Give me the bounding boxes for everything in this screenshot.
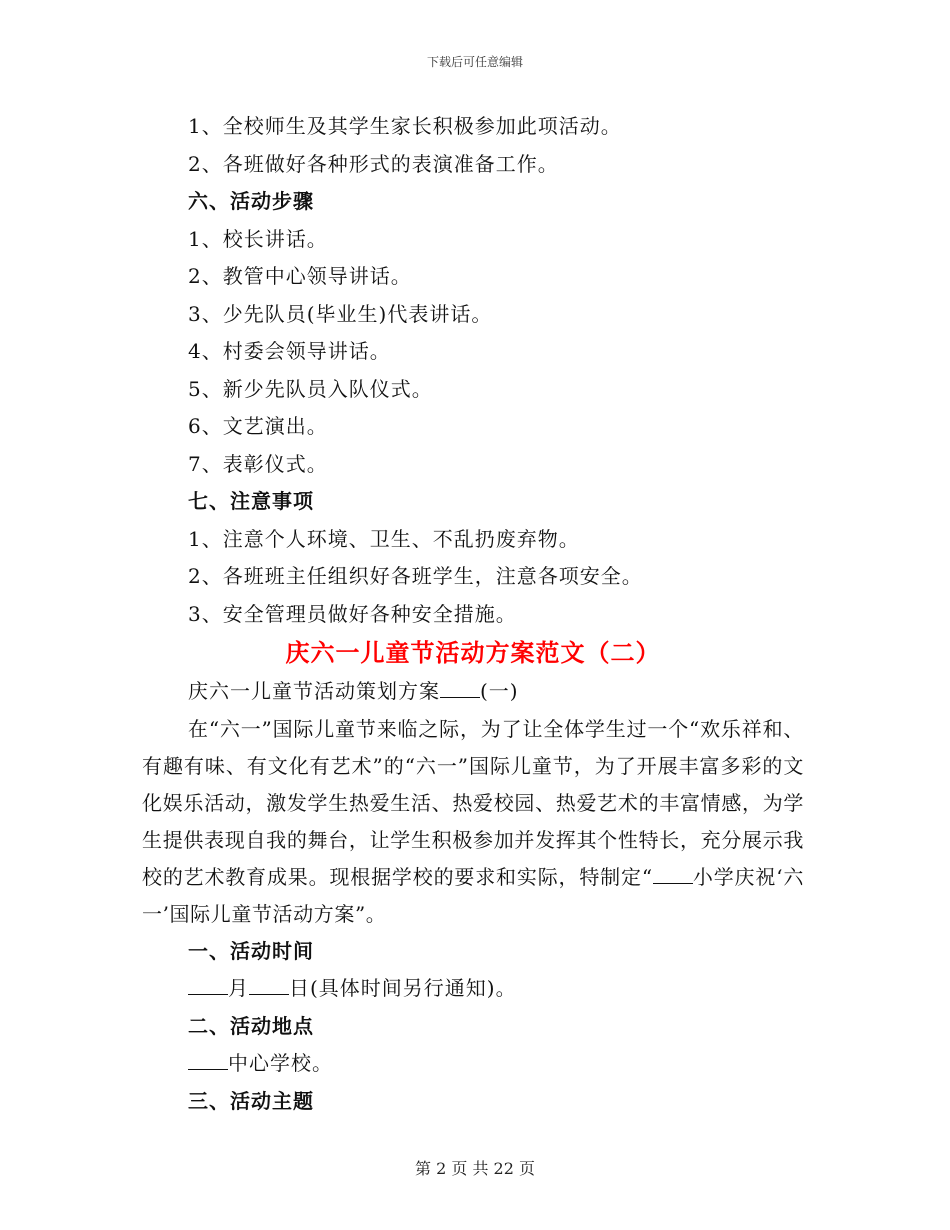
intro-text-end: 小学庆祝‘六一’国际儿童节活动方案”。 — [142, 864, 804, 926]
section-heading-time: 一、活动时间 — [188, 938, 314, 963]
blank-underline — [653, 865, 693, 884]
day-label: 日(具体时间另行通知)。 — [289, 976, 517, 1000]
section-heading-notes: 七、注意事项 — [188, 489, 314, 513]
article-subtitle — [142, 673, 804, 711]
blank-underline — [440, 679, 480, 698]
list-item: 1、校长讲话。 — [188, 226, 328, 251]
article-title: 庆六一儿童节活动方案范文（二） — [285, 639, 661, 667]
section-heading-steps: 六、活动步骤 — [188, 189, 314, 213]
subtitle-text: 庆六一儿童节活动策划方案 — [188, 679, 440, 703]
list-item: 6、文艺演出。 — [188, 414, 328, 438]
subtitle-suffix: (一) — [480, 679, 519, 703]
list-item: 3、安全管理员做好各种安全措施。 — [188, 601, 517, 626]
blank-underline — [188, 1051, 228, 1070]
intro-paragraph — [142, 711, 804, 933]
list-item: 3、少先队员(毕业生)代表讲话。 — [188, 301, 493, 326]
place-text: 中心学校。 — [228, 1051, 333, 1075]
list-item: 2、各班做好各种形式的表演准备工作。 — [188, 151, 559, 176]
section-heading-theme: 三、活动主题 — [188, 1088, 314, 1113]
time-line — [142, 970, 804, 1008]
page-header-note: 下载后可任意编辑 — [426, 55, 523, 69]
section-heading-place: 二、活动地点 — [188, 1013, 314, 1038]
intro-text: 在“六一”国际儿童节来临之际，为了让全体学生过一个“欢乐祥和、有趣有味、有文化有艺术”的“六一”国际儿童节，为了开展丰富多彩的文化娱乐活动，激发学生热爱生活、热爱校园、热爱艺术的丰富情感，为学生提供表现自我的舞台，让学生积极参加并发挥其个性特长，充分展示我校的艺术教育成果。现根据学校的要求和实际，特制定“ — [142, 716, 804, 889]
place-line — [142, 1045, 804, 1083]
list-item: 5、新少先队员入队仪式。 — [188, 376, 433, 401]
blank-underline — [188, 976, 228, 995]
list-item: 7、表彰仪式。 — [188, 451, 328, 476]
list-item: 1、注意个人环境、卫生、不乱扔废弃物。 — [188, 526, 580, 551]
page-number: 第 2 页 共 22 页 — [415, 1159, 535, 1178]
list-item: 1、全校师生及其学生家长积极参加此项活动。 — [188, 114, 622, 138]
list-item: 4、村委会领导讲话。 — [188, 339, 391, 363]
document-body — [142, 108, 804, 1120]
month-label: 月 — [228, 976, 249, 1000]
list-item: 2、教管中心领导讲话。 — [188, 264, 412, 288]
blank-underline — [249, 976, 289, 995]
list-item: 2、各班班主任组织好各班学生，注意各项安全。 — [188, 564, 643, 588]
